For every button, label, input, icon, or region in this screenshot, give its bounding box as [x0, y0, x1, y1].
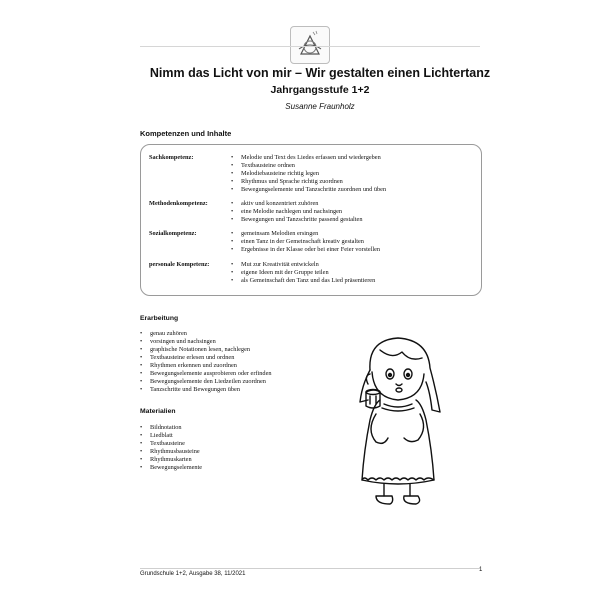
list-item: • Melodiebausteine richtig legen [231, 170, 386, 178]
list-item: • Rhythmuskarten [140, 456, 202, 464]
girl-holding-candle-illustration [340, 330, 450, 510]
list-item: • Tanzschritte und Bewegungen üben [140, 386, 272, 394]
list-item: • Bewegungselemente und Tanzschritte zuordnen und üben [231, 186, 386, 194]
list-item: • graphische Notationen lesen, nachlegen [140, 346, 272, 354]
list-item: • Ergebnisse in der Klasse oder bei einer Feier vorstellen [231, 246, 380, 254]
footer-source: Grundschule 1+2, Ausgabe 38, 11/2021 [140, 571, 246, 577]
list-item: • Liedblatt [140, 432, 202, 440]
list-item: • Rhythmen erkennen und zuordnen [140, 362, 272, 370]
page-number: 1 [479, 567, 483, 573]
list-item: • Rhythmusbausteine [140, 448, 202, 456]
grade-level: Jahrgangsstufe 1+2 [270, 84, 370, 96]
list-item: • aktiv und konzentriert zuhören [231, 200, 363, 208]
competency-items [231, 200, 363, 224]
materialien-heading: Materialien [140, 408, 176, 415]
page-title: Nimm das Licht von mir – Wir gestalten einen Lichtertanz [149, 66, 491, 80]
publisher-logo-icon [290, 26, 330, 64]
list-item: • eine Melodie nachlegen und nachsingen [231, 208, 363, 216]
list-item: • Bewegungselemente [140, 464, 202, 472]
author-name: Susanne Fraunholz [285, 102, 355, 111]
list-item: • eigene Ideen mit der Gruppe teilen [231, 269, 375, 277]
list-item: • Rhythmus und Sprache richtig zuordnen [231, 178, 386, 186]
materialien-list [140, 424, 202, 472]
list-item: • Textbausteine [140, 440, 202, 448]
erarbeitung-heading: Erarbeitung [140, 315, 179, 322]
erarbeitung-list [140, 330, 272, 394]
header-divider [140, 46, 480, 47]
list-item: • Melodie und Text des Liedes erfassen und wiedergeben [231, 154, 386, 162]
competencies-heading: Kompetenzen und Inhalte [140, 129, 232, 138]
competency-items [231, 230, 380, 254]
list-item: • gemeinsam Melodien ersingen [231, 230, 380, 238]
list-item: • Bewegungen und Tanzschritte passend gestalten [231, 216, 363, 224]
list-item: • Mut zur Kreativität entwickeln [231, 261, 375, 269]
competency-label: personale Kompetenz: [149, 261, 210, 268]
competency-items [231, 261, 375, 285]
list-item: • Textbausteine erlesen und ordnen [140, 354, 272, 362]
competencies-box [140, 144, 482, 296]
list-item: • als Gemeinschaft den Tanz und das Lied präsentieren [231, 277, 375, 285]
list-item: • Bewegungselemente ausprobieren oder erfinden [140, 370, 272, 378]
list-item: • Bildnotation [140, 424, 202, 432]
competency-items [231, 154, 386, 194]
footer-divider [140, 568, 480, 569]
competency-label: Methodenkompetenz: [149, 200, 208, 207]
list-item: • Bewegungselemente den Liedzeilen zuordnen [140, 378, 272, 386]
competency-label: Sachkompetenz: [149, 154, 194, 161]
list-item: • genau zuhören [140, 330, 272, 338]
list-item: • Textbausteine ordnen [231, 162, 386, 170]
list-item: • vorsingen und nachsingen [140, 338, 272, 346]
list-item: • einen Tanz in der Gemeinschaft kreativ gestalten [231, 238, 380, 246]
competency-label: Sozialkompetenz: [149, 230, 197, 237]
